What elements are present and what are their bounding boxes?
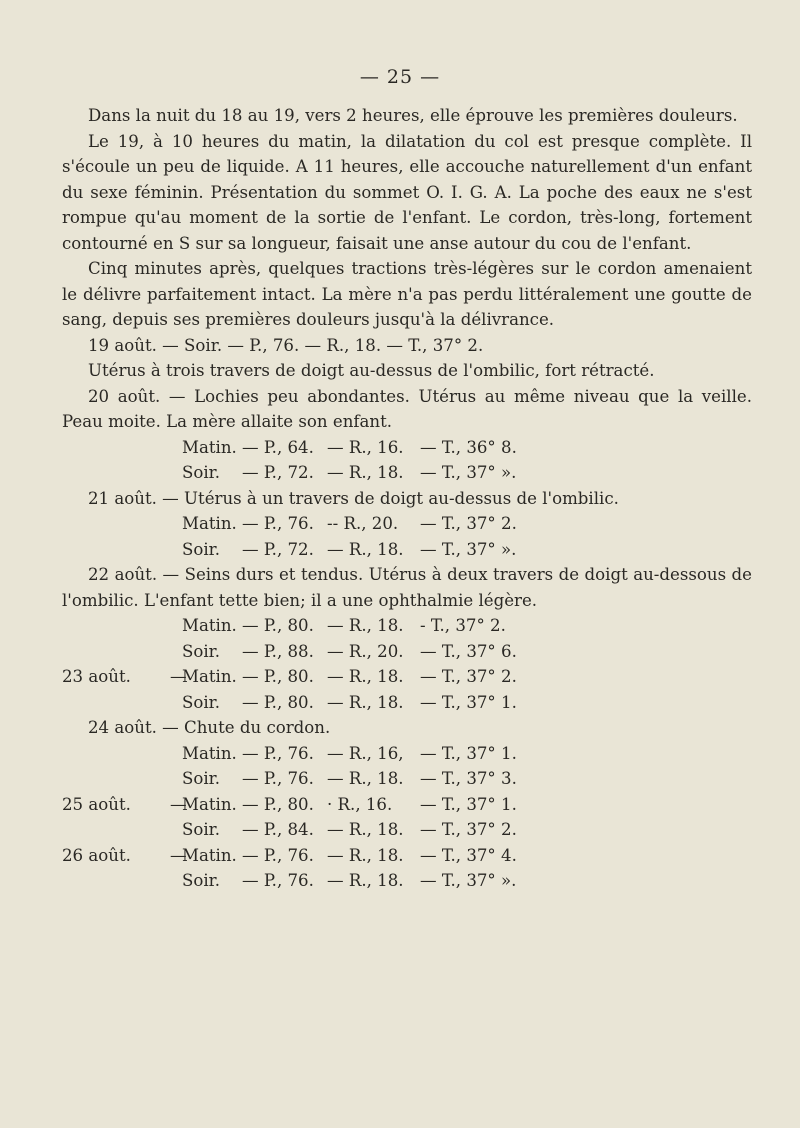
day-cell (62, 639, 170, 665)
respiration-value: — R., 20. (327, 641, 404, 661)
respiration-value: — R., 18. (327, 820, 404, 839)
vitals-row (62, 435, 752, 461)
temperature-value: — T., 37° 3. (420, 769, 517, 788)
temperature-value: — T., 37° ». (420, 463, 517, 482)
sep-cell: — (170, 794, 187, 814)
respiration-value: — R., 18. (327, 692, 404, 712)
respiration-value: — R., 18. (327, 769, 404, 788)
vitals-row (62, 613, 752, 639)
vitals-row (62, 843, 752, 869)
sep-cell (170, 537, 182, 563)
vitals-row (62, 741, 752, 767)
time-label: Matin. (182, 845, 237, 865)
sep-cell (170, 690, 182, 716)
day-cell (62, 817, 170, 843)
pulse-value: — P., 80. (242, 692, 314, 712)
vitals-row (62, 817, 752, 843)
vitals-row (62, 664, 752, 690)
temperature-value: — T., 37° ». (420, 539, 517, 559)
pulse-value: — P., 88. (242, 641, 314, 661)
time-label: Matin. (182, 514, 237, 533)
day-cell (62, 741, 170, 767)
vitals-row (62, 792, 752, 818)
sep-cell (170, 435, 182, 461)
paragraph: 22 août. — Seins durs et tendus. Utérus à deux travers de doigt au-dessous de l'ombilic. L'enfant tette bien; il a une ophthalmie légère. (62, 565, 752, 610)
day-cell (62, 511, 170, 537)
vitals-table-aug22-23 (62, 613, 752, 715)
pulse-value: — P., 72. (242, 463, 314, 482)
sep-cell (170, 741, 182, 767)
sep-cell (170, 817, 182, 843)
pulse-value: — P., 76. (242, 743, 314, 763)
temperature-value: — T., 37° 6. (420, 641, 517, 661)
pulse-value: — P., 80. (242, 667, 314, 686)
pulse-value: — P., 76. (242, 871, 314, 890)
time-label: Matin. (182, 616, 237, 635)
vitals-row (62, 766, 752, 792)
vitals-row (62, 690, 752, 716)
pulse-value: — P., 80. (242, 616, 314, 635)
time-label: Matin. (182, 743, 237, 763)
day-cell (62, 766, 170, 792)
sep-cell (170, 460, 182, 486)
pulse-value: — P., 84. (242, 820, 314, 839)
day-cell: 25 août. (62, 794, 131, 814)
day-cell (62, 868, 170, 894)
page-text (62, 103, 752, 894)
temperature-value: — T., 37° 2. (420, 514, 517, 533)
temperature-value: — T., 37° 2. (420, 820, 517, 839)
respiration-value: · R., 16. (327, 794, 393, 814)
day-cell (62, 460, 170, 486)
time-label: Soir. (182, 871, 221, 890)
time-label: Soir. (182, 463, 221, 482)
day-cell (62, 435, 170, 461)
day-cell (62, 537, 170, 563)
pulse-value: — P., 64. (242, 437, 314, 457)
day-cell: 23 août. (62, 667, 131, 686)
page-number: — 25 — (359, 66, 441, 88)
temperature-value: — T., 37° 4. (420, 845, 517, 865)
respiration-value: — R., 18. (327, 539, 404, 559)
respiration-value: — R., 18. (327, 845, 404, 865)
respiration-value: — R., 18. (327, 463, 404, 482)
time-label: Soir. (182, 820, 221, 839)
sep-cell (170, 766, 182, 792)
sep-cell: — (170, 667, 187, 686)
paragraph: Le 19, à 10 heures du matin, la dilatation du col est presque complète. Il s'écoule un peu de liquide. A 11 heures, elle accouche naturellement d'un enfant du sexe féminin. Présentation du sommet O. I. G. A. La poche des eaux ne s'est rompue qu'au moment de la sortie de l'enfant. Le cordon, très-long, fortement contourné en S sur sa longueur, faisait une anse autour du cou de l'enfant. (62, 131, 752, 253)
respiration-value: — R., 18. (327, 667, 404, 686)
temperature-value: - T., 37° 2. (420, 616, 506, 635)
paragraph: Dans la nuit du 18 au 19, vers 2 heures, elle éprouve les premières douleurs. (88, 106, 738, 125)
sep-cell (170, 639, 182, 665)
vitals-row (62, 639, 752, 665)
vitals-table-aug21 (62, 511, 752, 562)
paragraph: Utérus à trois travers de doigt au-dessus de l'ombilic, fort rétracté. (88, 361, 655, 380)
paragraph: 20 août. — Lochies peu abondantes. Utérus au même niveau que la veille. Peau moite. La mère allaite son enfant. (62, 386, 752, 431)
temperature-value: — T., 37° ». (420, 871, 517, 890)
time-label: Soir. (182, 539, 221, 559)
temperature-value: — T., 37° 1. (420, 794, 517, 814)
pulse-value: — P., 76. (242, 845, 314, 865)
respiration-value: — R., 18. (327, 871, 404, 890)
day-cell: 26 août. (62, 845, 131, 865)
respiration-value: — R., 18. (327, 616, 404, 635)
time-label: Soir. (182, 769, 221, 788)
pulse-value: — P., 76. (242, 769, 314, 788)
sep-cell: — (170, 845, 187, 865)
respiration-value: — R., 16, (327, 743, 404, 763)
vitals-row (62, 460, 752, 486)
pulse-value: — P., 72. (242, 539, 314, 559)
pulse-value: — P., 76. (242, 514, 314, 533)
time-label: Soir. (182, 692, 221, 712)
temperature-value: — T., 36° 8. (420, 437, 517, 457)
sep-cell (170, 511, 182, 537)
vitals-row (62, 868, 752, 894)
vitals-line: 19 août. — Soir. — P., 76. — R., 18. — T., 37° 2. (88, 335, 484, 355)
respiration-value: -- R., 20. (327, 514, 399, 533)
temperature-value: — T., 37° 1. (420, 743, 517, 763)
time-label: Soir. (182, 641, 221, 661)
vitals-table-aug24-26 (62, 741, 752, 894)
vitals-table-aug20 (62, 435, 752, 486)
pulse-value: — P., 80. (242, 794, 314, 814)
vitals-row (62, 537, 752, 563)
vitals-row (62, 511, 752, 537)
time-label: Matin. (182, 437, 237, 457)
paragraph: 24 août. — Chute du cordon. (88, 718, 331, 737)
temperature-value: — T., 37° 2. (420, 667, 517, 686)
time-label: Matin. (182, 667, 237, 686)
temperature-value: — T., 37° 1. (420, 692, 517, 712)
sep-cell (170, 868, 182, 894)
day-cell (62, 690, 170, 716)
sep-cell (170, 613, 182, 639)
paragraph: Cinq minutes après, quelques tractions très-légères sur le cordon amenaient le délivre parfaitement intact. La mère n'a pas perdu littéralement une goutte de sang, depuis ses premières douleurs jusqu'à la délivrance. (62, 259, 752, 329)
time-label: Matin. (182, 794, 237, 814)
day-cell (62, 613, 170, 639)
respiration-value: — R., 16. (327, 437, 404, 457)
paragraph: 21 août. — Utérus à un travers de doigt au-dessus de l'ombilic. (88, 488, 619, 508)
